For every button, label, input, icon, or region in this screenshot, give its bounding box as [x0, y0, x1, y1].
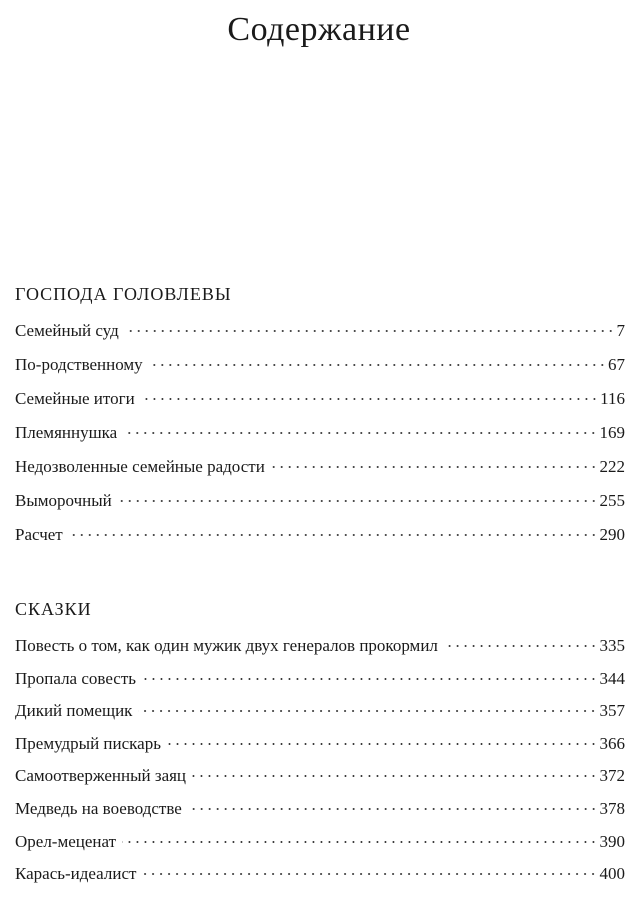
toc-entry-title: Семейный суд	[15, 321, 119, 340]
toc-entry-page: 255	[599, 491, 625, 510]
toc-entry-page: 7	[616, 321, 625, 340]
toc-entry-page: 390	[599, 831, 625, 851]
dot-leader	[142, 677, 597, 681]
toc-entry[interactable]	[15, 354, 625, 388]
toc-entry-page: 378	[599, 798, 625, 818]
toc-entry-page: 169	[599, 423, 625, 442]
toc-entry-title: Премудрый пискарь	[15, 733, 161, 753]
toc-entry-page: 357	[599, 701, 625, 721]
toc-entry[interactable]	[15, 831, 625, 864]
toc-entry[interactable]	[15, 668, 625, 701]
toc-entry[interactable]	[15, 863, 625, 896]
toc-entry-page: 344	[599, 668, 625, 688]
toc-entry[interactable]	[15, 765, 625, 798]
dot-leader	[188, 807, 598, 811]
dot-leader	[69, 533, 598, 537]
toc-entry-title: Выморочный	[15, 491, 112, 510]
toc-entry-title: Семейные итоги	[15, 389, 135, 408]
toc-entry-page: 116	[600, 389, 625, 408]
toc-entry[interactable]	[15, 733, 625, 766]
dot-leader	[444, 644, 598, 648]
toc-entry-title: Орел-меценат	[15, 831, 117, 851]
dot-leader	[192, 774, 597, 778]
toc-entry-title: Повесть о том, как один мужик двух генералов прокормил	[15, 636, 438, 655]
dot-leader	[271, 465, 598, 469]
toc-entry[interactable]	[15, 388, 625, 422]
toc-entry[interactable]	[15, 422, 625, 456]
toc-entry-page: 372	[599, 766, 625, 786]
toc-entry-title: Дикий помещик	[15, 701, 133, 721]
toc-entry-title: Самоотверженный заяц	[15, 766, 187, 786]
toc-entry-title: Племяннушка	[15, 423, 118, 442]
toc-entry-page: 400	[599, 864, 625, 884]
toc-entry-title: Недозволенные семейные радости	[15, 457, 265, 476]
toc-entry-page: 290	[599, 525, 625, 544]
dot-leader	[123, 431, 597, 435]
toc-entry-title: Карась-идеалист	[15, 864, 137, 884]
toc-entry-title: По-родственному	[15, 355, 143, 374]
toc-entry[interactable]	[15, 524, 625, 558]
toc-entry-page: 222	[599, 457, 625, 476]
toc-section-skazki	[15, 598, 625, 896]
dot-leader	[141, 397, 598, 401]
page-title: Содержание	[227, 11, 411, 48]
toc-entry-page: 335	[599, 636, 625, 655]
toc-entry[interactable]	[15, 798, 625, 831]
dot-leader	[125, 329, 615, 333]
toc-entry[interactable]	[15, 700, 625, 733]
dot-leader	[138, 709, 597, 713]
section-heading: СКАЗКИ	[15, 599, 92, 619]
dot-leader	[142, 872, 597, 876]
toc-entry[interactable]	[15, 456, 625, 490]
dot-leader	[122, 840, 597, 844]
section-heading: ГОСПОДА ГОЛОВЛЕВЫ	[15, 284, 232, 304]
dot-leader	[118, 499, 598, 503]
dot-leader	[167, 742, 598, 746]
toc-entry-page: 67	[608, 355, 625, 374]
toc-entry-title: Пропала совесть	[15, 668, 137, 688]
toc-entry[interactable]	[15, 490, 625, 524]
toc-section-gospoda-golovlevy	[15, 283, 625, 558]
toc-entry[interactable]	[15, 320, 625, 354]
toc-list	[15, 320, 625, 558]
toc-list	[15, 635, 625, 896]
toc-entry-page: 366	[599, 733, 625, 753]
toc-entry[interactable]	[15, 635, 625, 668]
dot-leader	[149, 363, 606, 367]
toc-entry-title: Медведь на воеводстве	[15, 798, 182, 818]
toc-entry-title: Расчет	[15, 525, 63, 544]
